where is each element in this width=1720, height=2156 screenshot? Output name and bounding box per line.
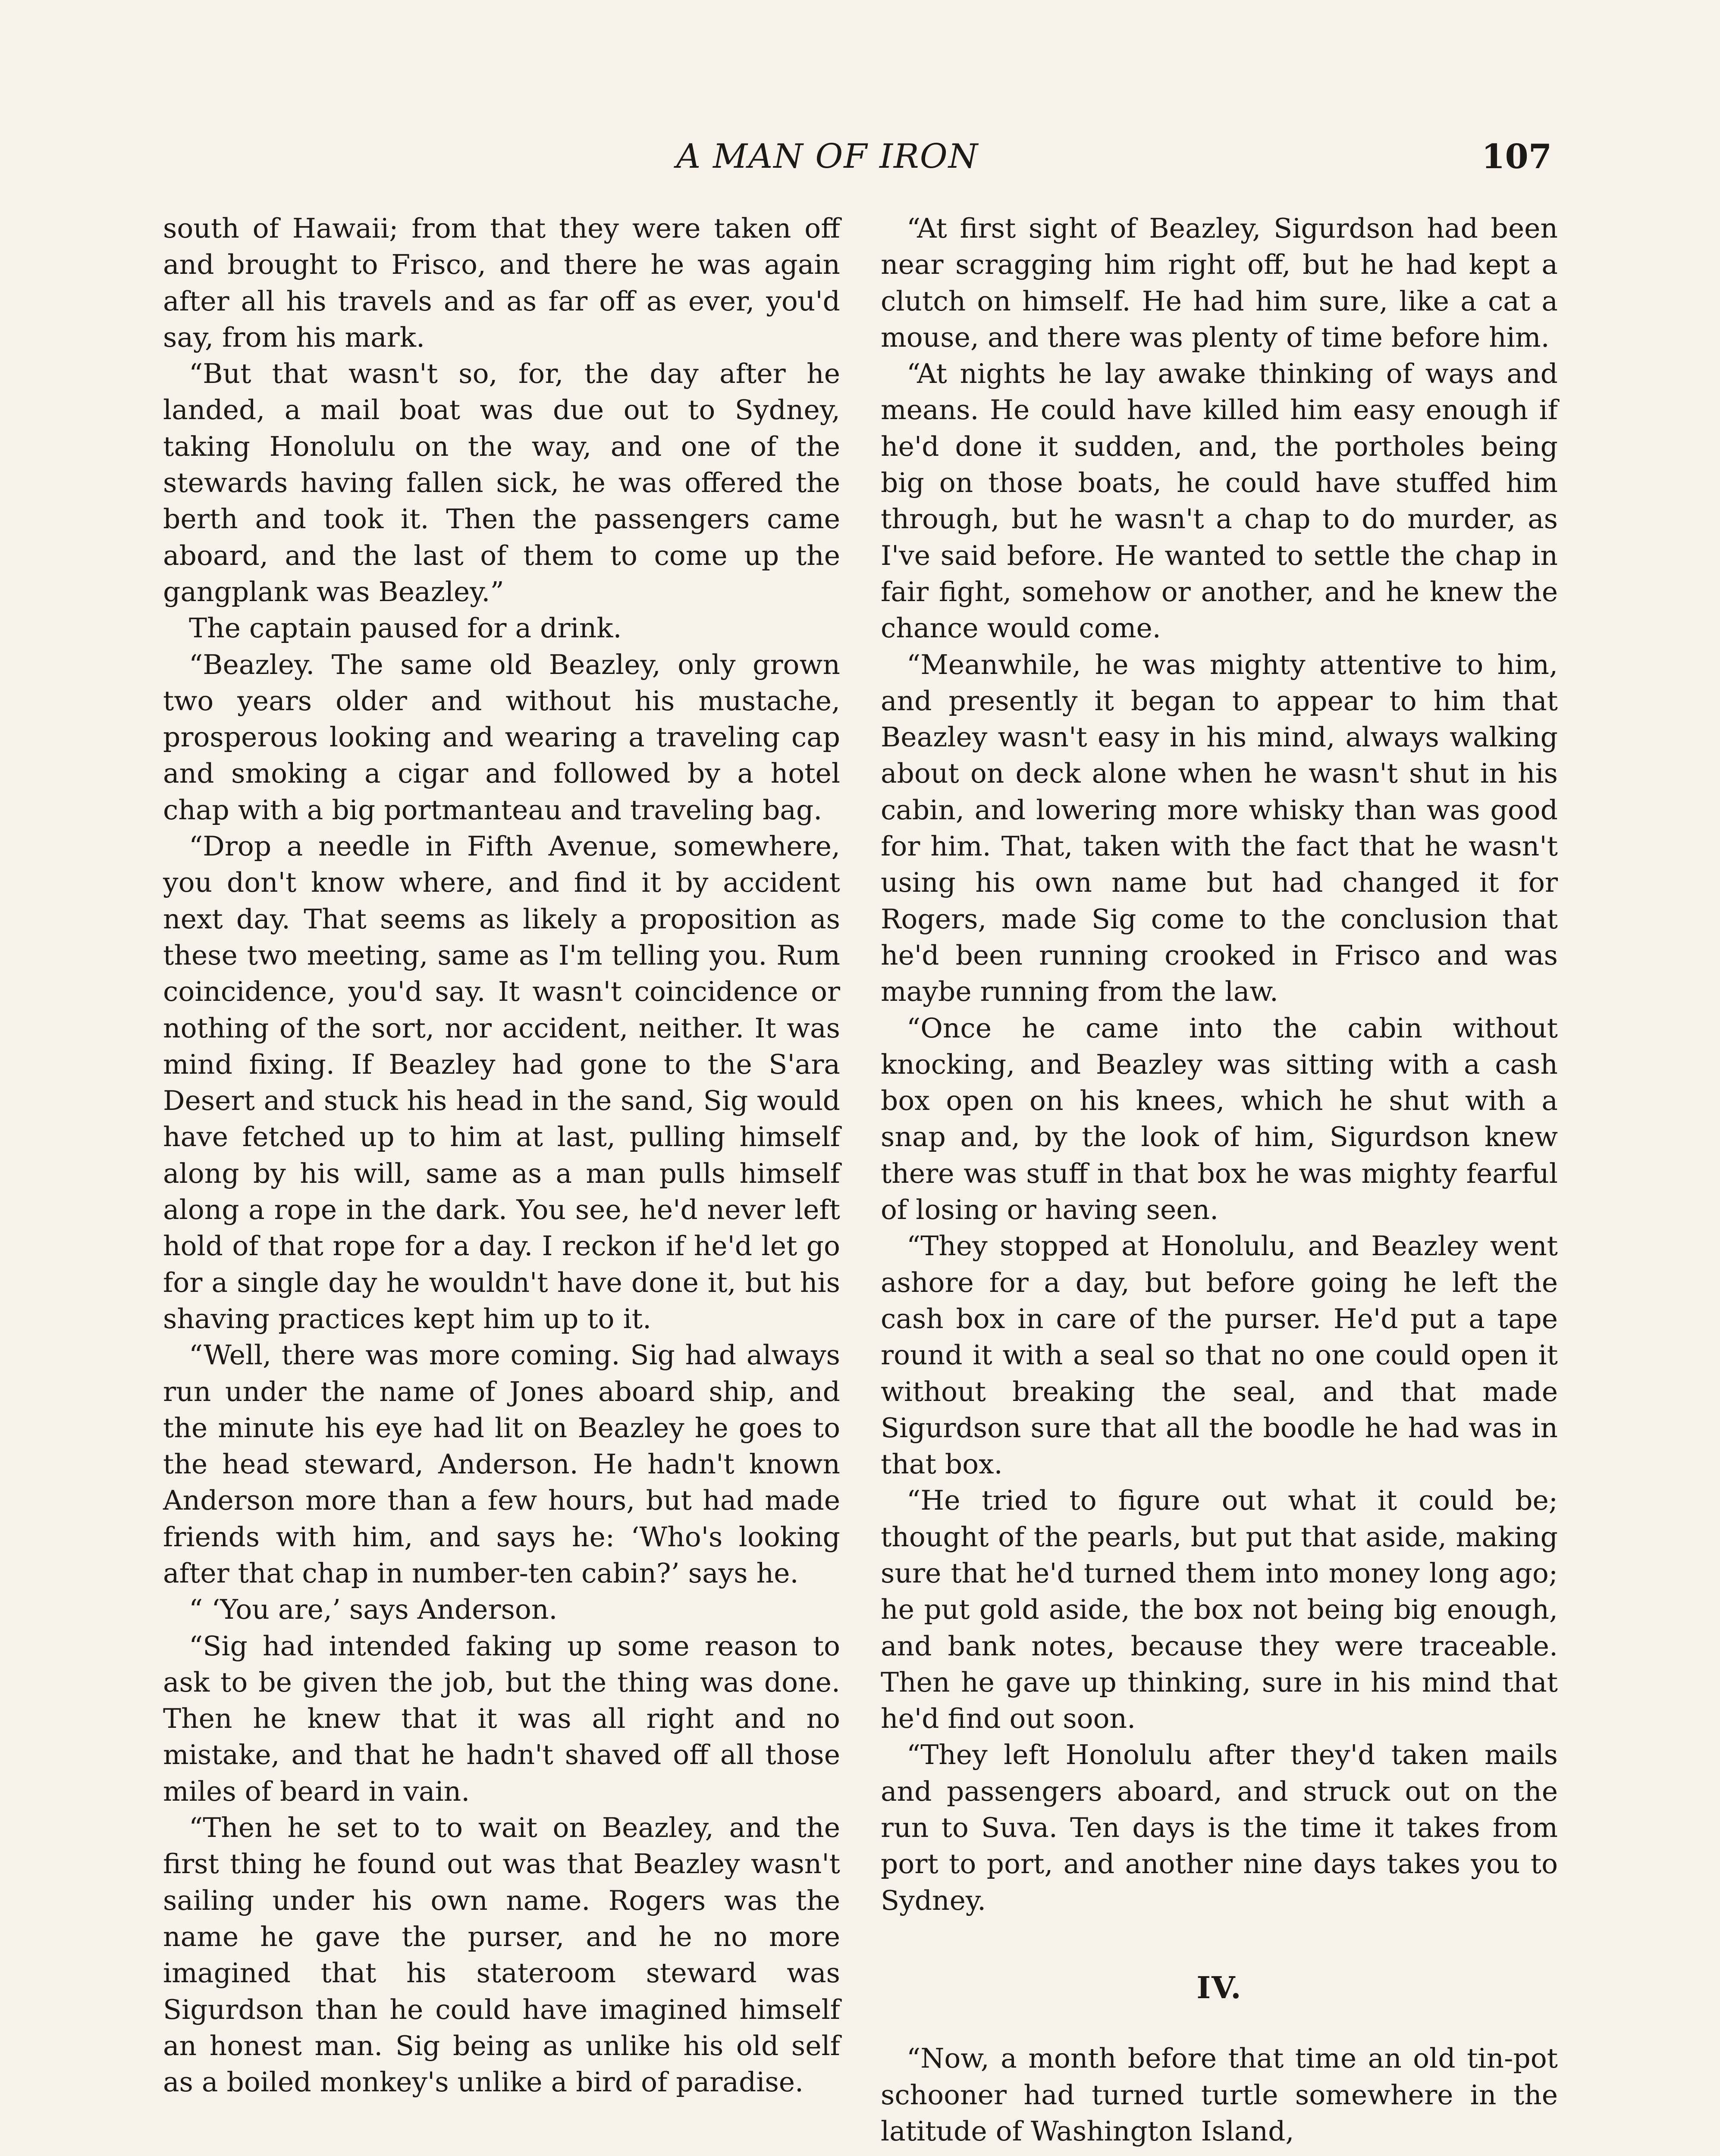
paragraph: “But that wasn't so, for, the day after he landed, a mail boat was due out to Sydney, taking Honolulu on the way, and one of the stewards having fallen sick, he was offered the berth and took it. Then the passengers came aboard, and the last of them to come up the gangplank was Beazley.” xyxy=(163,358,840,608)
paragraph: south of Hawaii; from that they were taken off and brought to Frisco, and there he was again after all his travels and as far off as ever, you'd say, from his mark. xyxy=(163,213,840,353)
paragraph: “He tried to figure out what it could be; thought of the pearls, but put that aside, making sure that he'd turned them into money long ago; he put gold aside, the box not being big enough, and bank notes, because they were traceable. Then he gave up thinking, sure in his mind that he'd find out soon. xyxy=(881,1485,1558,1735)
paragraph: “Sig had intended faking up some reason to ask to be given the job, but the thing was done. Then he knew that it was all right and no mistake, and that he hadn't shaved off all those miles of beard in vain. xyxy=(163,1630,840,1807)
paragraph: “They stopped at Honolulu, and Beazley went ashore for a day, but before going he left the cash box in care of the purser. He'd put a tape round it with a seal so that no one could open it without breaking the seal, and that made Sigurdson sure that all the boodle he had was in that box. xyxy=(881,1230,1558,1480)
paragraph: “Now, a month before that time an old tin-pot schooner had turned turtle somewhere in the latitude of Washington Island, xyxy=(881,2043,1558,2147)
page-number: 107 xyxy=(1481,137,1552,176)
left-column xyxy=(163,210,840,2100)
paragraph: “Drop a needle in Fifth Avenue, somewhere, you don't know where, and find it by accident next day. That seems as likely a proposition as these two meeting, same as I'm telling you. Rum coincidence, you'd say. It wasn't coincidence or nothing of the sort, nor accident, neither. It was mind fixing. If Beazley had gone to the S'ara Desert and stuck his head in the sand, Sig would have fetched up to him at last, pulling himself along by his will, same as a man pulls himself along a rope in the dark. You see, he'd never left hold of that rope for a day. I reckon if he'd let go for a single day he wouldn't have done it, but his shaving practices kept him up to it. xyxy=(163,830,840,1335)
paragraph: “Well, there was more coming. Sig had always run under the name of Jones aboard ship, and the minute his eye had lit on Beazley he goes to the head steward, Anderson. He hadn't known Anderson more than a few hours, but had made friends with him, and says he: ‘Who's looking after that chap in number-ten cabin?’ says he. xyxy=(163,1339,840,1589)
running-title: A MAN OF IRON xyxy=(676,137,979,176)
paragraph: The captain paused for a drink. xyxy=(189,612,622,644)
paragraph: “ ‘You are,’ says Anderson. xyxy=(189,1594,558,1626)
paragraph: “At nights he lay awake thinking of ways and means. He could have killed him easy enough if he'd done it sudden, and, the portholes being big on those boats, he could have stuffed him through, but he wasn't a chap to do murder, as I've said before. He wanted to settle the chap in fair fight, somehow or another, and he knew the chance would come. xyxy=(881,358,1558,644)
paragraph: “Once he came into the cabin without knocking, and Beazley was sitting with a cash box open on his knees, which he shut with a snap and, by the look of him, Sigurdson knew there was stuff in that box he was mighty fearful of losing or having seen. xyxy=(881,1012,1558,1226)
paragraph: “Meanwhile, he was mighty attentive to him, and presently it began to appear to him that Beazley wasn't easy in his mind, always walking about on deck alone when he wasn't shut in his cabin, and lowering more whisky than was good for him. That, taken with the fact that he wasn't using his own name but had changed it for Rogers, made Sig come to the conclusion that he'd been running crooked in Frisco and was maybe running from the law. xyxy=(881,649,1558,1008)
paragraph: “At first sight of Beazley, Sigurdson had been near scragging him right off, but he had kept a clutch on himself. He had him sure, like a cat a mouse, and there was plenty of time before him. xyxy=(881,213,1558,353)
page-header xyxy=(676,137,1552,185)
paragraph: “They left Honolulu after they'd taken mails and passengers aboard, and struck out on the run to Suva. Ten days is the time it takes from port to port, and another nine days takes you to Sydney. xyxy=(881,1739,1558,1916)
section-heading: IV. xyxy=(1196,1969,1242,2006)
paragraph: “Then he set to to wait on Beazley, and the first thing he found out was that Beazley wasn't sailing under his own name. Rogers was the name he gave the purser, and he no more imagined that his stateroom steward was Sigurdson than he could have imagined himself an honest man. Sig being as unlike his old self as a boiled monkey's unlike a bird of paradise. xyxy=(163,1812,840,2098)
right-column xyxy=(881,210,1558,2150)
paragraph: “Beazley. The same old Beazley, only grown two years older and without his mustache, prosperous looking and wearing a traveling cap and smoking a cigar and followed by a hotel chap with a big portmanteau and traveling bag. xyxy=(163,649,840,826)
